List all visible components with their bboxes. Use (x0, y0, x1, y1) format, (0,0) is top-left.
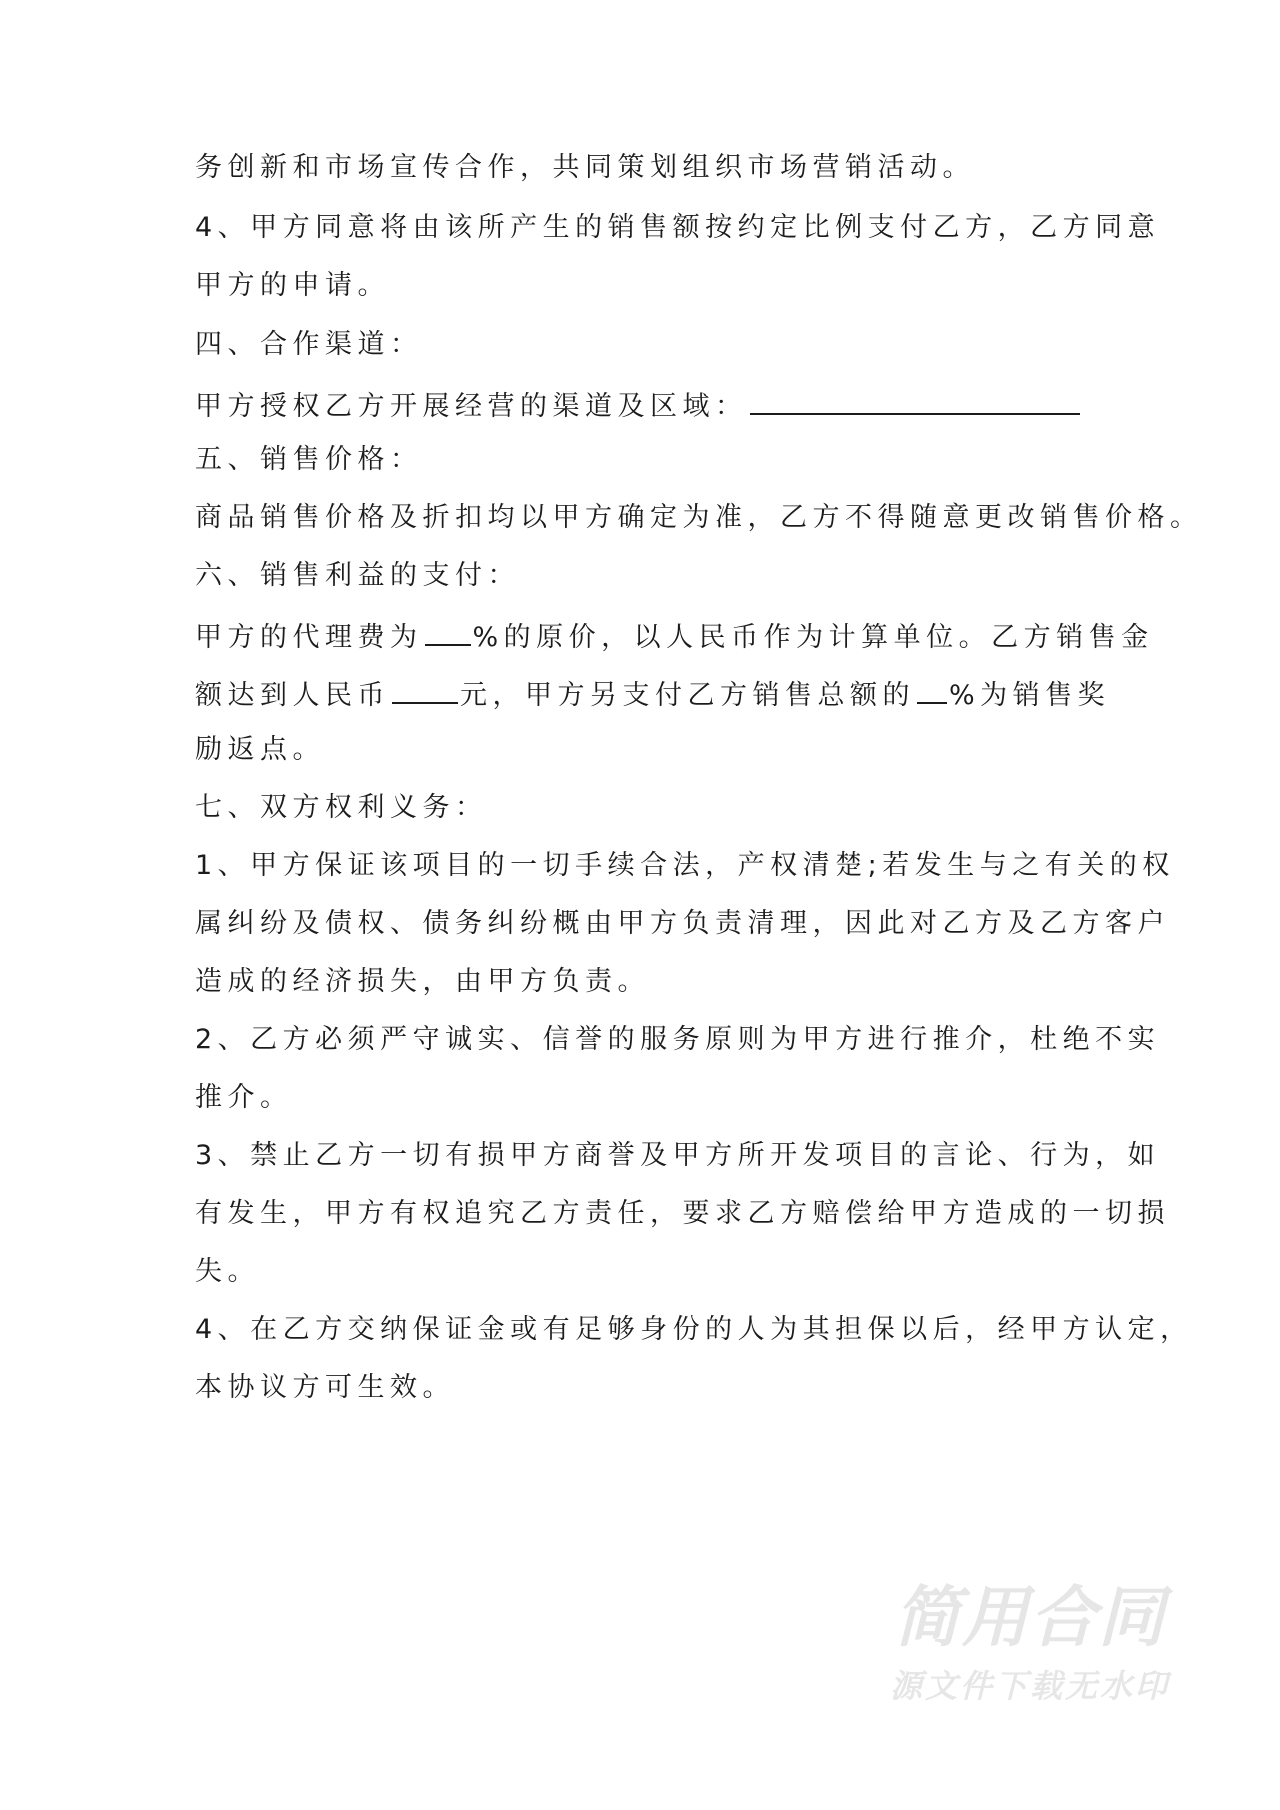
text-line: 1、甲方保证该项目的一切手续合法，产权清楚;若发生与之有关的权 (195, 850, 1175, 881)
text-line: 4、在乙方交纳保证金或有足够身份的人为其担保以后，经甲方认定， (195, 1314, 1193, 1345)
payment-text: 额达到人民币 (195, 680, 390, 711)
section-heading-price: 五、销售价格： (195, 444, 423, 475)
sales-amount-blank[interactable] (392, 672, 458, 704)
text-line: 商品销售价格及折扣均以甲方确定为准，乙方不得随意更改销售价格。 (195, 502, 1203, 533)
watermark-subtitle: 源文件下载无水印 (889, 1667, 1170, 1705)
text-line: 4、甲方同意将由该所产生的销售额按约定比例支付乙方，乙方同意 (195, 212, 1161, 243)
section-heading-rights: 七、双方权利义务： (195, 792, 488, 823)
payment-text: %为销售奖 (949, 680, 1111, 711)
bonus-percent-blank[interactable] (917, 672, 947, 704)
agency-fee-percent-blank[interactable] (425, 614, 471, 646)
payment-text: 元，甲方另支付乙方销售总额的 (460, 680, 915, 711)
text-line: 造成的经济损失，由甲方负责。 (195, 966, 650, 997)
section-heading-channels: 四、合作渠道： (195, 329, 423, 360)
text-line: 本协议方可生效。 (195, 1372, 455, 1403)
watermark-title: 简用合同 (894, 1579, 1166, 1656)
channel-region-blank[interactable] (750, 383, 1080, 415)
text-line: 推介。 (195, 1082, 293, 1113)
text-line: 甲方的申请。 (195, 270, 390, 301)
text-line: 2、乙方必须严守诚实、信誉的服务原则为甲方进行推介，杜绝不实 (195, 1024, 1161, 1055)
text-line: 励返点。 (195, 734, 325, 765)
payment-line-2 (195, 672, 1110, 716)
text-line: 失。 (195, 1256, 260, 1287)
text-line: 3、禁止乙方一切有损甲方商誉及甲方所开发项目的言论、行为，如 (195, 1140, 1161, 1171)
text-line: 务创新和市场宣传合作，共同策划组织市场营销活动。 (195, 152, 975, 183)
channel-label: 甲方授权乙方开展经营的渠道及区域： (195, 391, 748, 422)
channel-line (195, 383, 1082, 427)
text-line: 属纠纷及债权、债务纠纷概由甲方负责清理，因此对乙方及乙方客户 (195, 908, 1170, 939)
watermark (880, 1580, 1180, 1708)
text-line: 有发生，甲方有权追究乙方责任，要求乙方赔偿给甲方造成的一切损 (195, 1198, 1170, 1229)
payment-line-1 (195, 614, 1154, 658)
section-heading-payment: 六、销售利益的支付： (195, 560, 520, 591)
payment-text: 甲方的代理费为 (195, 622, 423, 653)
payment-text: %的原价，以人民币作为计算单位。乙方销售金 (472, 622, 1154, 653)
